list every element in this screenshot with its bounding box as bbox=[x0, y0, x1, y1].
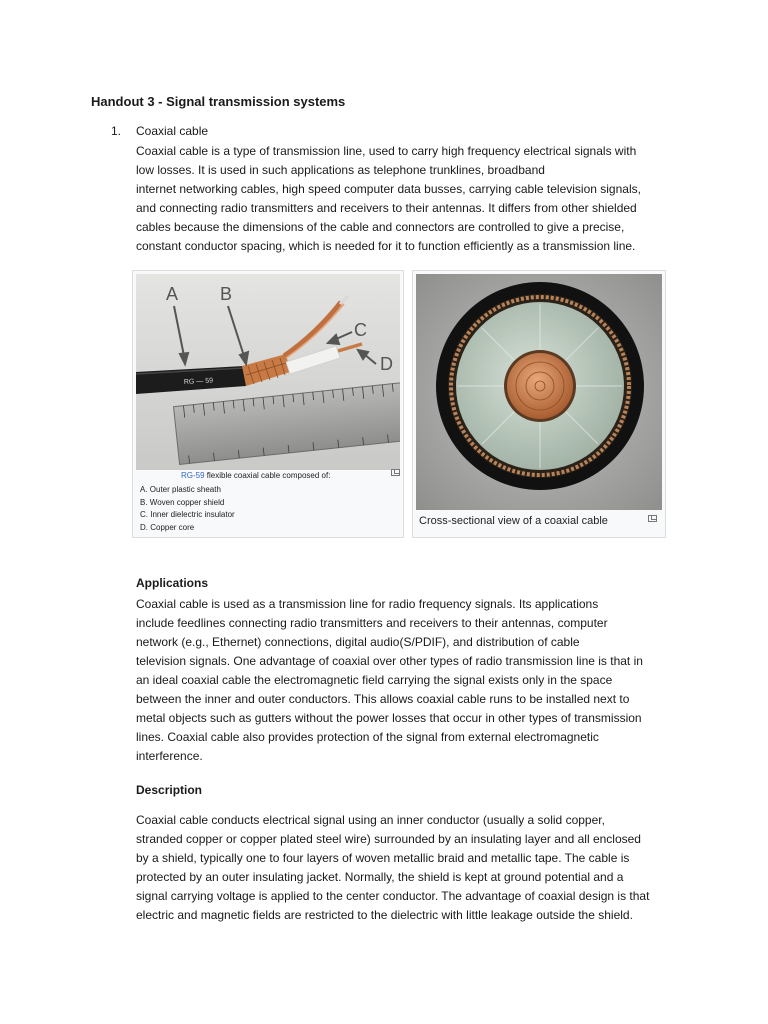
paragraph-line: an ideal coaxial cable the electromagnetic field carrying the signal exists only in the space bbox=[136, 673, 613, 687]
figure1-caption bbox=[181, 471, 330, 480]
paragraph-line: signal carrying voltage is applied to the center conductor. The advantage of coaxial design is that bbox=[136, 889, 650, 903]
paragraph-line: between the inner and outer conductors. This allows coaxial cable runs to be installed next to bbox=[136, 692, 630, 706]
paragraph-line: metal objects such as gutters without the power losses that occur in other types of transmission bbox=[136, 711, 642, 725]
enlarge-icon[interactable] bbox=[648, 515, 657, 522]
paragraph-line: stranded copper or copper plated steel wire) surrounded by an insulating layer and all enclosed bbox=[136, 832, 641, 846]
list-item: C. Inner dielectric insulator bbox=[140, 510, 235, 519]
paragraph-line: include feedlines connecting radio transmitters and receivers to their antennas, computer bbox=[136, 616, 608, 630]
rg59-link[interactable]: RG-59 bbox=[181, 471, 205, 480]
applications-paragraph bbox=[136, 595, 696, 766]
list-item: A. Outer plastic sheath bbox=[140, 485, 221, 494]
paragraph-line: and connecting radio transmitters and receivers to their antennas. It differs from other shielded bbox=[136, 201, 637, 215]
page-title: Handout 3 - Signal transmission systems bbox=[91, 94, 346, 109]
figure1-parts-list bbox=[140, 484, 235, 534]
paragraph-line: electric and magnetic fields are restricted to the dielectric with little leakage outside the shield. bbox=[136, 908, 633, 922]
paragraph-line: internet networking cables, high speed computer data busses, carrying cable television signals, bbox=[136, 182, 641, 196]
cross-section-photo bbox=[416, 274, 662, 510]
section-heading-applications: Applications bbox=[136, 576, 209, 590]
paragraph-line: television signals. One advantage of coaxial over other types of radio transmission line is that in bbox=[136, 654, 643, 668]
paragraph-line: constant conductor spacing, which is needed for it to function efficiently as a transmission line. bbox=[136, 239, 636, 253]
list-item: D. Copper core bbox=[140, 522, 195, 532]
label-a: A bbox=[166, 284, 179, 304]
paragraph-line: by a shield, typically one to four layers of woven metallic braid and metallic tape. The cable is bbox=[136, 851, 630, 865]
description-paragraph bbox=[136, 811, 696, 925]
paragraph-line: interference. bbox=[136, 749, 203, 763]
figure-cross-section bbox=[412, 270, 666, 538]
list-number: 1. bbox=[111, 124, 122, 138]
list-item: B. Woven copper shield bbox=[140, 497, 225, 507]
coaxial-intro-paragraph bbox=[136, 142, 696, 256]
figure-rg59-cable bbox=[132, 270, 404, 538]
figure1-caption-text: flexible coaxial cable composed of: bbox=[204, 471, 331, 480]
paragraph-line: low losses. It is used in such applications as telephone trunklines, broadband bbox=[136, 163, 545, 177]
section-heading-coaxial: Coaxial cable bbox=[136, 124, 209, 138]
paragraph-line: lines. Coaxial cable also provides protection of the signal from external electromagnetic bbox=[136, 730, 599, 744]
cable-print-text: RG — 59 bbox=[183, 377, 214, 386]
paragraph-line: Coaxial cable is used as a transmission line for radio frequency signals. Its applications bbox=[136, 597, 599, 611]
enlarge-icon[interactable] bbox=[391, 469, 400, 476]
paragraph-line: cables because the dimensions of the cable and connectors are controlled to give a precise, bbox=[136, 220, 625, 234]
figure2-caption: Cross-sectional view of a coaxial cable bbox=[419, 515, 608, 527]
rg59-cable-photo bbox=[136, 274, 400, 470]
section-heading-description: Description bbox=[136, 783, 203, 797]
label-b: B bbox=[220, 284, 233, 304]
label-c: C bbox=[354, 320, 367, 340]
paragraph-line: Coaxial cable conducts electrical signal using an inner conductor (usually a solid copper, bbox=[136, 813, 605, 827]
paragraph-line: protected by an outer insulating jacket. Normally, the shield is kept at ground potential and a bbox=[136, 870, 624, 884]
label-d: D bbox=[380, 354, 393, 374]
paragraph-line: network (e.g., Ethernet) connections, digital audio(S/PDIF), and distribution of cable bbox=[136, 635, 580, 649]
paragraph-line: Coaxial cable is a type of transmission line, used to carry high frequency electrical signals with bbox=[136, 144, 637, 158]
